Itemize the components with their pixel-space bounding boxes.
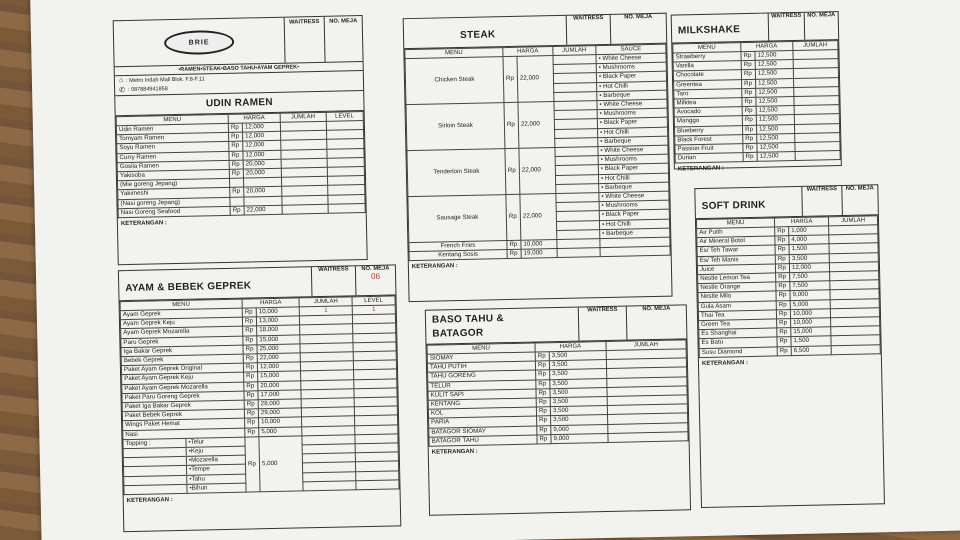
menu-item-price: 4,000 <box>789 235 829 245</box>
sauce-option[interactable]: • Hot Chilli <box>599 219 669 230</box>
sauce-option[interactable]: • White Cheese <box>597 99 667 110</box>
menu-item-price: 25,000 <box>257 344 301 354</box>
address-line: ⌂ : Metro Indah Mall Blok. F.8-F.11 <box>118 75 205 85</box>
ayam-bebek-table: MENU HARGA JUMLAH LEVEL Ayam Geprek Rp 10,000 1 1 Ayam Geprek Keju Rp 13,000 Ayam Geprek Mozarella Rp 18,000 Paru Geprek Rp 15,000 Iga Bakar Geprek Rp 25,000 Bebek Geprek Rp 22,000 Paket Ayam Geprek Original Rp 12,000 Paket Ayam Geprek Keju Rp 15,000 Paket Ayam Geprek Mozarella Rp 20,000 Paket Paru Goreng Geprek Rp 17,000 Paket Iga Bakar Geprek Rp 28,000 Paket Bebek Geprek Rp 29,000 Wings Paket Hemat Rp 10,000 Nasi Rp 5,000 Topping : •Telur Rp 5,000 •Keju •Mozarella •Tempe •Tahu •Bihun <box>120 295 400 495</box>
currency-label: Rp <box>245 427 259 436</box>
menu-item-price: 12,500 <box>755 51 793 61</box>
topping-label: Topping : <box>125 439 151 447</box>
steak-section <box>403 13 673 302</box>
menu-item-name: Wings Paket Hemat <box>123 419 245 431</box>
topping-label <box>124 475 186 484</box>
menu-item-price: 9,000 <box>790 290 830 300</box>
menu-item-name: Yakimeshi <box>118 188 230 200</box>
brand-logo <box>114 18 285 68</box>
menu-item-name: Ayam Geprek <box>120 308 242 320</box>
menu-item-price: 20,000 <box>244 187 282 197</box>
table-number-header: NO. MEJA <box>610 14 667 44</box>
menu-item-name: Gosila Ramen <box>117 160 229 172</box>
menu-item-name: Es Batu <box>699 337 777 348</box>
currency-label: Rp <box>507 250 521 259</box>
menu-item-price: 22,000 <box>257 353 301 363</box>
menu-item-price: 12,000 <box>789 263 829 273</box>
menu-item-price: 3,500 <box>551 415 608 425</box>
menu-item-price: 29,000 <box>258 408 302 418</box>
menu-item-price: 3,500 <box>550 397 607 407</box>
menu-item-price: 22,000 <box>244 205 282 215</box>
currency-label: Rp <box>742 107 756 116</box>
menu-item-price: 3,500 <box>549 351 606 361</box>
menu-item-price: 1,000 <box>789 226 829 236</box>
tagline: •RAMEN•STEAK•BASO TAHU•AYAM GEPREK• <box>115 62 363 76</box>
currency-label: Rp <box>536 389 550 398</box>
sauce-option[interactable]: • White Cheese <box>596 53 666 64</box>
currency-label: Rp <box>228 123 242 132</box>
menu-item-name: Bebek Geprek <box>121 354 243 366</box>
menu-item-name: KULIT SAPI <box>428 389 536 400</box>
menu-item-price: 12,000 <box>242 122 280 132</box>
menu-item-name: Nestle Milo <box>698 291 776 302</box>
level-field[interactable]: 1 <box>352 305 395 315</box>
currency-label: Rp <box>245 437 260 492</box>
quantity-field[interactable] <box>303 481 356 491</box>
menu-item-name: BATAGOR TAHU <box>429 435 537 446</box>
topping-option: •Telur <box>185 437 244 446</box>
whatsapp-icon: ✆ <box>119 87 126 95</box>
keterangan-label: KETERANGAN : <box>120 220 167 228</box>
menu-item-price: 15,000 <box>258 371 302 381</box>
currency-label: Rp <box>503 56 518 102</box>
col-jumlah: JUMLAH <box>280 112 326 122</box>
currency-label: Rp <box>776 273 790 282</box>
currency-label: Rp <box>243 354 257 363</box>
menu-item-name: Gula Asam <box>698 301 776 312</box>
menu-item-price: 15,000 <box>791 327 831 337</box>
section-title: AYAM & BEBEK GEPREK <box>125 280 252 295</box>
currency-label: Rp <box>505 148 520 194</box>
currency-label: Rp <box>741 70 755 79</box>
currency-label: Rp <box>229 132 243 141</box>
currency-label: Rp <box>535 361 549 370</box>
keterangan-label: KETERANGAN : <box>126 497 173 505</box>
currency-label: Rp <box>777 337 791 346</box>
col-menu: MENU <box>116 114 228 125</box>
menu-item-name: Soyu Ramen <box>117 142 229 154</box>
currency-label: Rp <box>243 335 257 344</box>
currency-label: Rp <box>742 97 756 106</box>
topping-label <box>124 457 186 466</box>
menu-item-name: Susu Diamond <box>699 347 777 358</box>
currency-label: Rp <box>244 372 258 381</box>
menu-item-price: 15,000 <box>257 335 301 345</box>
currency-label: Rp <box>506 194 521 240</box>
currency-label: Rp <box>776 282 790 291</box>
menu-item-price: 12,000 <box>243 141 281 151</box>
waitress-header: WAITRESS <box>566 15 611 45</box>
menu-item-name: Tomyam Ramen <box>117 133 229 145</box>
menu-item-name: TAHU GORENG <box>428 370 536 381</box>
menu-item-name: Sausage Steak <box>408 195 507 243</box>
menu-item-price: 12,500 <box>757 133 795 143</box>
menu-item-price: 12,500 <box>756 124 794 134</box>
currency-label: Rp <box>776 291 790 300</box>
menu-item-price: 18,000 <box>257 325 301 335</box>
menu-item-price: 22,000 <box>519 148 556 195</box>
menu-item-price: 20,000 <box>243 159 281 169</box>
level-field[interactable] <box>356 480 399 490</box>
menu-item-price: 3,500 <box>550 378 607 388</box>
keterangan-label: KETERANGAN : <box>431 448 478 456</box>
quantity-field[interactable] <box>557 248 600 258</box>
sauce-option[interactable]: • White Cheese <box>598 145 668 156</box>
menu-item-name: Chicken Steak <box>405 57 504 105</box>
keterangan-label: KETERANGAN : <box>701 359 749 367</box>
menu-item-name: Kentang Sosis <box>409 250 507 261</box>
menu-item-price: 10,000 <box>256 307 300 317</box>
menu-item-price: 3,500 <box>789 253 829 263</box>
menu-item-price: 5,000 <box>790 299 830 309</box>
sauce-option[interactable]: • Mushrooms <box>598 154 668 165</box>
menu-item-name: Green Tea <box>699 319 777 330</box>
menu-item-price: 1,500 <box>789 244 829 254</box>
phone-line: ✆ : 087884941858 <box>115 80 363 96</box>
currency-label: Rp <box>777 346 791 355</box>
sauce-option[interactable]: • Hot Chilli <box>597 81 667 92</box>
menu-item-price: 10,000 <box>259 417 303 427</box>
currency-label: Rp <box>742 79 756 88</box>
topping-option: •Bihun <box>186 483 245 492</box>
menu-item-name: Paket Iga Bakar Geprek <box>122 400 244 412</box>
table-number-header: NO. MEJA <box>626 305 687 339</box>
sauce-option[interactable]: • Black Paper <box>598 164 668 175</box>
currency-label: Rp <box>242 317 256 326</box>
currency-label: Rp <box>229 151 243 160</box>
baso-tahu-table: MENU HARGA JUMLAH SIOMAY Rp 3,500 TAHU PUTIH Rp 3,500 TAHU GORENG Rp 3,500 TELUR Rp 3,500 KULIT SAPI Rp 3,500 KENTANG Rp 3,500 KOL Rp 3,500 PARIA Rp 3,500 BATAGOR SIOMAY Rp 9,000 BATAGOR TAHU Rp 9,000 <box>427 339 689 446</box>
col-harga: HARGA <box>228 113 280 123</box>
topping-option: •Mozarella <box>186 456 245 465</box>
menu-item-name: Air Putih <box>697 227 775 238</box>
waitress-header: WAITRESS <box>311 266 356 296</box>
currency-label: Rp <box>229 160 243 169</box>
menu-item-price: 28,000 <box>258 399 302 409</box>
currency-label: Rp <box>537 435 551 444</box>
waitress-header: WAITRESS <box>801 186 842 216</box>
menu-item-price: 12,500 <box>756 87 794 97</box>
menu-item-price: 1,500 <box>791 336 831 346</box>
menu-item-name: Tenderloin Steak <box>407 149 506 197</box>
section-title: MILKSHAKE <box>677 24 741 37</box>
menu-item-name: Es/ Teh Manis <box>697 255 775 266</box>
menu-item-price: 9,000 <box>551 433 608 443</box>
menu-item-price: 12,500 <box>756 78 794 88</box>
menu-item-name: Milktea <box>674 98 742 109</box>
section-title: UDIN RAMEN <box>115 91 363 116</box>
menu-item-price: 5,000 <box>259 427 303 437</box>
topping-label <box>124 448 186 457</box>
menu-item-price: 12,500 <box>755 69 793 79</box>
menu-item-name: Nasi <box>123 428 245 440</box>
sauce-option[interactable]: • Barbeque <box>597 90 667 101</box>
menu-item-price: 12,500 <box>756 115 794 125</box>
currency-label: Rp <box>242 308 256 317</box>
menu-item-name: Es/ Teh Tawar <box>697 245 775 256</box>
quantity-field[interactable] <box>282 204 328 214</box>
menu-item-name: Paket Ayam Geprek Original <box>121 363 243 375</box>
menu-item-name: Ayam Geprek Mozarella <box>121 327 243 339</box>
menu-item-name: BATAGOR SIOMAY <box>429 426 537 437</box>
currency-label: Rp <box>776 309 790 318</box>
menu-item-price: 6,500 <box>791 345 831 355</box>
menu-item-name: Udin Ramen <box>116 123 228 135</box>
sauce-option[interactable]: • Black Paper <box>597 118 667 129</box>
menu-item-price: 13,000 <box>256 316 300 326</box>
quantity-field[interactable] <box>831 344 880 354</box>
menu-item-price: 22,000 <box>520 194 557 241</box>
quantity-field[interactable] <box>795 151 841 161</box>
currency-label: Rp <box>777 319 791 328</box>
menu-item-price: 17,000 <box>258 390 302 400</box>
sauce-option[interactable]: • Hot Chilli <box>598 173 668 184</box>
currency-label: Rp <box>742 125 756 134</box>
menu-item-price: 12,000 <box>243 150 281 160</box>
currency-label: Rp <box>536 407 550 416</box>
menu-item-name: Paket Paru Goreng Geprek <box>122 391 244 403</box>
currency-label: Rp <box>243 363 257 372</box>
menu-item-name: Yakisoba <box>117 169 229 181</box>
currency-label: Rp <box>775 263 789 272</box>
menu-item-name: Taro <box>674 88 742 99</box>
topping-option: •Keju <box>186 447 245 456</box>
sauce-option[interactable]: • Black Paper <box>596 72 666 83</box>
menu-item-name: KOL <box>428 407 536 418</box>
waitress-header: WAITRESS <box>284 17 325 63</box>
sauce-option[interactable]: • Mushrooms <box>597 108 667 119</box>
menu-item-name: SIOMAY <box>427 352 535 363</box>
menu-item-price: 20,000 <box>258 381 302 391</box>
currency-label: Rp <box>775 254 789 263</box>
milkshake-section <box>671 11 842 173</box>
level-field[interactable] <box>328 203 366 213</box>
currency-label: Rp <box>244 381 258 390</box>
menu-item-name: (Nasi goreng Jepang) <box>118 197 230 209</box>
menu-item-name: Juice <box>697 264 775 275</box>
menu-item-price: 12,500 <box>756 97 794 107</box>
waitress-header: WAITRESS <box>578 307 627 341</box>
menu-item-name: Air Mineral Botol <box>697 236 775 247</box>
sauce-option[interactable]: • Barbeque <box>598 136 668 147</box>
currency-label: Rp <box>743 153 757 162</box>
currency-label: Rp <box>507 240 521 249</box>
sauce-option[interactable]: • Barbeque <box>600 228 670 239</box>
currency-label: Rp <box>244 400 258 409</box>
menu-item-price: 7,500 <box>790 272 830 282</box>
col-level: LEVEL <box>326 112 364 122</box>
section-title: SOFT DRINK <box>701 199 766 212</box>
menu-item-name: Greentea <box>674 79 742 90</box>
currency-label: Rp <box>243 345 257 354</box>
currency-label: Rp <box>536 370 550 379</box>
menu-item-name: Avocado <box>674 107 742 118</box>
brand-header <box>114 16 363 67</box>
menu-item-name: Thai Tea <box>698 310 776 321</box>
logo-emblem: BRIE <box>164 30 234 55</box>
menu-item-price: 10,000 <box>790 309 830 319</box>
steak-table: MENU HARGA JUMLAH SAUCE Chicken Steak Rp 22,000 • White Cheese • Mushrooms • Black Paper • Hot Chilli • Barbeque Sirloin Steak Rp 22,000 • White Cheese • Mushrooms • Black Paper • Hot Chilli • Barbeque Tenderloin Steak Rp 22,000 • White Cheese • Mushrooms • Black Paper • Hot Chilli • Barbeque Sausage Steak Rp 22,000 • White Cheese • Mushrooms • Black Paper • Hot Chilli • Barbeque French Fries Rp 10,000 Kentang Sosis Rp 19,000 <box>404 44 670 262</box>
menu-item-price: 10,000 <box>791 318 831 328</box>
menu-item-price: 9,000 <box>551 424 608 434</box>
table-number-header: NO. MEJA <box>841 185 878 215</box>
table-number-header: NO. MEJA <box>324 16 363 62</box>
menu-item-price: 3,500 <box>550 369 607 379</box>
menu-item-name: Sirloin Steak <box>406 103 505 151</box>
menu-item-name: Iga Bakar Geprek <box>121 345 243 357</box>
menu-item-price: 3,500 <box>550 387 607 397</box>
currency-label: Rp <box>776 300 790 309</box>
menu-item-name: Manggo <box>674 116 742 127</box>
menu-item-price: 22,000 <box>517 56 554 103</box>
currency-label: Rp <box>504 102 519 148</box>
quantity-field[interactable]: 1 <box>300 306 353 316</box>
menu-item-name: Es Shanghai <box>699 328 777 339</box>
topping-option: •Tempe <box>186 465 245 474</box>
currency-label: Rp <box>775 227 789 236</box>
sauce-option[interactable]: • Mushrooms <box>596 62 666 73</box>
table-number-value: 06 <box>371 271 381 281</box>
currency-label: Rp <box>741 61 755 70</box>
udin-ramen-section <box>113 15 368 265</box>
menu-item-name: Passion Fruit <box>675 144 743 155</box>
topping-label <box>124 466 186 475</box>
currency-label: Rp <box>230 187 244 196</box>
menu-item-name: (Mie goreng Jepang) <box>118 179 230 191</box>
menu-item-name: Curry Ramen <box>117 151 229 163</box>
menu-item-name: Blueberry <box>675 125 743 136</box>
menu-item-name: TAHU PUTIH <box>427 361 535 372</box>
currency-label: Rp <box>245 418 259 427</box>
milkshake-table: MENU HARGA JUMLAH Strawberry Rp 12,500 Vanilla Rp 12,500 Chocolate Rp 12,500 Greentea Rp 12,500 Taro Rp 12,500 Milktea Rp 12,500 Avocado Rp 12,500 Manggo Rp 12,500 Blueberry Rp 12,500 Black Forest Rp 12,500 Passion Fruit Rp 12,500 Durian Rp 12,500 <box>672 40 840 164</box>
currency-label: Rp <box>243 326 257 335</box>
topping-price: 5,000 <box>259 436 304 492</box>
menu-item-name: Paket Ayam Geprek Mozarella <box>122 382 244 394</box>
table-number-header: NO. MEJA <box>804 12 839 40</box>
waitress-header: WAITRESS <box>768 13 805 41</box>
currency-label: Rp <box>244 409 258 418</box>
currency-label: Rp <box>244 391 258 400</box>
menu-item-name: Paket Bebek Geprek <box>122 409 244 421</box>
menu-item-price: 10,000 <box>521 240 557 250</box>
menu-item-price: 12,000 <box>257 362 301 372</box>
currency-label <box>230 197 244 206</box>
menu-item-price: 19,000 <box>521 249 557 259</box>
sauce-option[interactable]: • White Cheese <box>599 191 669 202</box>
menu-item-price: 7,500 <box>790 281 830 291</box>
keterangan-label: KETERANGAN : <box>411 263 458 271</box>
menu-item-price: 22,000 <box>518 102 555 149</box>
menu-item-name: Ayam Geprek Keju <box>120 317 242 329</box>
ayam-bebek-section <box>118 264 401 532</box>
menu-item-price: 12,500 <box>755 60 793 70</box>
menu-item-name: Nestle Orange <box>698 282 776 293</box>
keterangan-label: KETERANGAN : <box>677 165 724 173</box>
section-title: STEAK <box>459 29 496 42</box>
currency-label: Rp <box>775 236 789 245</box>
sauce-option[interactable]: • Mushrooms <box>599 200 669 211</box>
menu-item-price: 3,500 <box>550 406 607 416</box>
menu-item-price: 12,500 <box>757 143 795 153</box>
sauce-option[interactable]: • Hot Chilli <box>598 127 668 138</box>
table-number-header: NO. MEJA 06 <box>355 265 396 295</box>
menu-item-price: 20,000 <box>243 168 281 178</box>
menu-item-name: Strawberry <box>673 52 741 63</box>
home-icon: ⌂ <box>118 77 124 85</box>
sauce-option[interactable]: • Black Paper <box>599 210 669 221</box>
menu-item-name: Paket Ayam Geprek Keju <box>122 373 244 385</box>
currency-label: Rp <box>742 116 756 125</box>
menu-item-name: PARIA <box>429 416 537 427</box>
menu-item-name: Durian <box>675 153 743 164</box>
topping-option: •Tahu <box>186 474 245 483</box>
menu-item-name: TELUR <box>428 380 536 391</box>
menu-order-sheet <box>30 0 960 540</box>
menu-item-name: Nestle Lemon Tea <box>698 273 776 284</box>
currency-label: Rp <box>536 398 550 407</box>
currency-label: Rp <box>229 141 243 150</box>
baso-tahu-section <box>425 304 691 515</box>
menu-item-price: 12,000 <box>243 131 281 141</box>
currency-label: Rp <box>743 134 757 143</box>
menu-item-name: French Fries <box>409 241 507 252</box>
menu-item-name: Chocolate <box>673 70 741 81</box>
currency-label: Rp <box>537 425 551 434</box>
currency-label: Rp <box>230 206 244 215</box>
menu-item-name: Nasi Goreng Seafood <box>118 206 230 218</box>
sauce-option[interactable]: • Barbeque <box>599 182 669 193</box>
currency-label <box>229 178 243 187</box>
menu-item-name: KENTANG <box>428 398 536 409</box>
currency-label: Rp <box>777 328 791 337</box>
currency-label: Rp <box>743 143 757 152</box>
section-title: BASO TAHU & BATAGOR <box>431 313 505 340</box>
soft-drink-section <box>694 184 885 508</box>
currency-label: Rp <box>536 379 550 388</box>
menu-item-price: 3,500 <box>549 360 606 370</box>
currency-label: Rp <box>775 245 789 254</box>
menu-item-name: Vanilla <box>673 61 741 72</box>
udin-ramen-table <box>116 111 366 218</box>
currency-label: Rp <box>537 416 551 425</box>
menu-item-name: Paru Geprek <box>121 336 243 348</box>
currency-label: Rp <box>535 352 549 361</box>
currency-label: Rp <box>229 169 243 178</box>
menu-item-price: 12,500 <box>757 152 795 162</box>
currency-label: Rp <box>741 51 755 60</box>
menu-item-name: Black Forest <box>675 134 743 145</box>
topping-label <box>124 485 186 494</box>
currency-label: Rp <box>742 88 756 97</box>
soft-drink-table: MENU HARGA JUMLAH Air Putih Rp 1,000 Air Mineral Botol Rp 4,000 Es/ Teh Tawar Rp 1,500 Es/ Teh Manis Rp 3,500 Juice Rp 12,000 Nestle Lemon Tea Rp 7,500 Nestle Orange Rp 7,500 Nestle Milo Rp 9,000 Gula Asam Rp 5,000 Thai Tea Rp 10,000 Green Tea Rp 10,000 Es Shanghai Rp 15,000 Es Batu Rp 1,500 Susu Diamond Rp 6,500 <box>696 215 881 358</box>
menu-item-price: 12,500 <box>756 106 794 116</box>
